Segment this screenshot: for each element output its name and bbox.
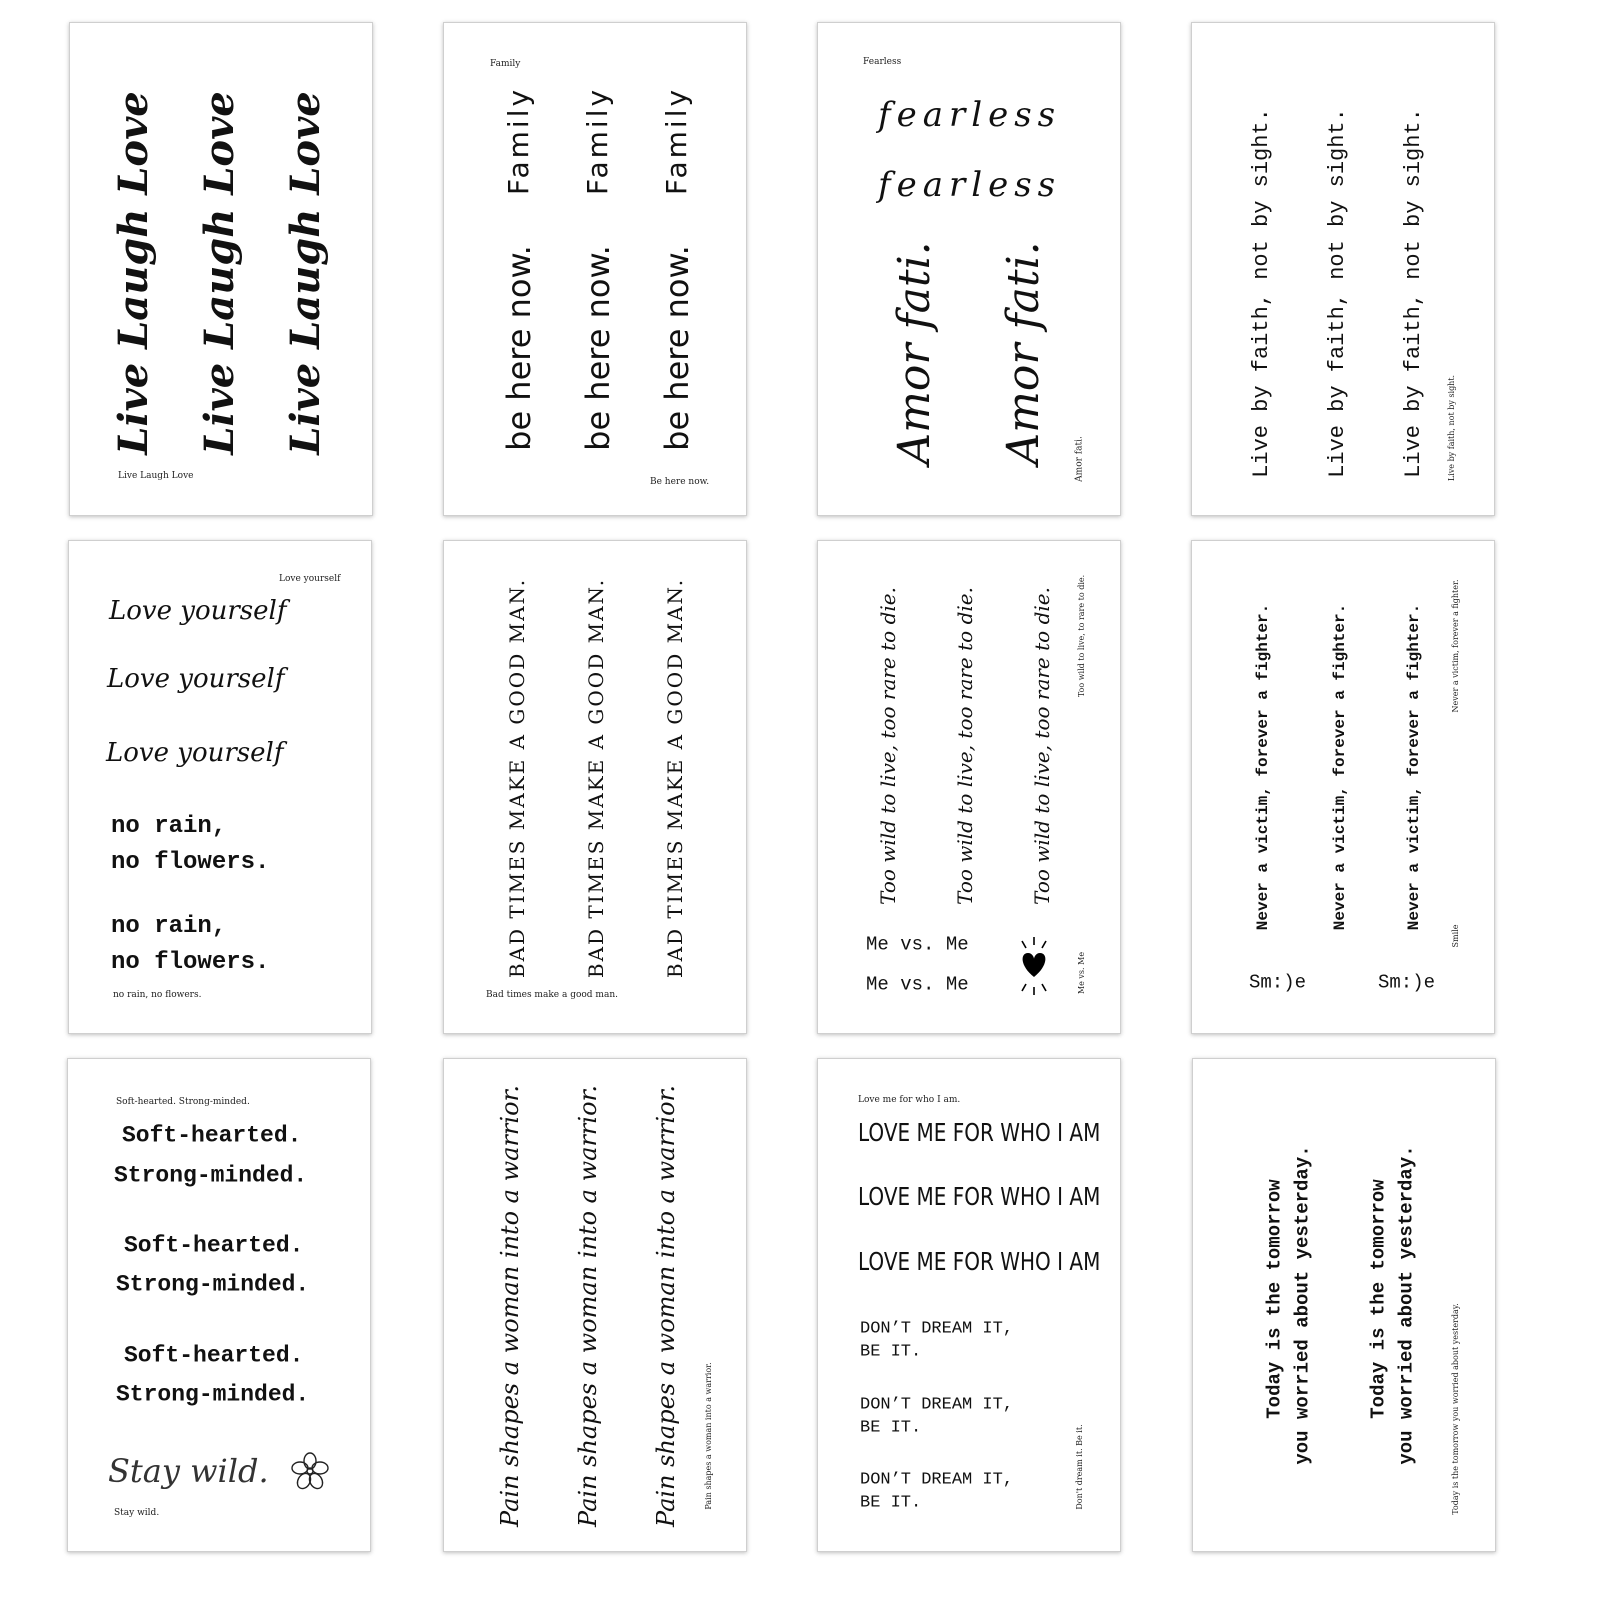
tattoo-line: DON’T DREAM IT, [860, 1470, 1014, 1490]
tattoo-line: Sm:)e [1378, 971, 1436, 994]
card-side-caption: Don't dream it. Be it. [1075, 1424, 1084, 1510]
card-fearless [817, 22, 1121, 516]
tattoo-line: LOVE ME FOR WHO I AM [858, 1181, 1101, 1211]
card-be-here-now [443, 22, 747, 516]
card-caption: Soft-hearted. Strong-minded. [116, 1097, 250, 1107]
tattoo-word: Love yourself [106, 738, 284, 768]
card-love-yourself [68, 540, 372, 1034]
tattoo-line: Soft-hearted. [122, 1122, 302, 1149]
card-bottom-caption: no rain, no flowers. [113, 990, 202, 1000]
card-bad-times [443, 540, 747, 1034]
tattoo-word: Family [581, 86, 614, 196]
tattoo-line: Too wild to live, too rare to die. [1030, 587, 1054, 905]
tattoo-line: BAD TIMES MAKE A GOOD MAN. [584, 577, 608, 979]
tattoo-phrase: Amor fati. [998, 241, 1049, 465]
tattoo-line: Live by faith, not by sight. [1401, 108, 1426, 478]
tattoo-line: Me vs. Me [866, 933, 969, 956]
tattoo-line: no rain, [111, 913, 227, 940]
card-side-caption-2: Me vs. Me [1077, 951, 1086, 995]
tattoo-line: Today is the tomorrow [1263, 1179, 1286, 1419]
tattoo-line: LOVE ME FOR WHO I AM [858, 1117, 1101, 1147]
tattoo-line: BE IT. [860, 1493, 922, 1513]
tattoo-line: Strong-minded. [116, 1271, 310, 1298]
tattoo-line: Strong-minded. [114, 1162, 308, 1189]
card-today-is-the-tomorrow [1192, 1058, 1496, 1552]
card-caption: Fearless [863, 57, 902, 67]
card-side-caption: Amor fati. [1074, 436, 1085, 482]
tattoo-word: Family [660, 86, 693, 196]
tattoo-line: Me vs. Me [866, 973, 969, 996]
tattoo-word: fearless [878, 95, 1062, 135]
tattoo-line: DON’T DREAM IT, [860, 1319, 1014, 1339]
tattoo-word: Family [502, 86, 535, 196]
card-side-caption: Too wild to live, to rare to die. [1077, 574, 1086, 698]
tattoo-line: no flowers. [111, 949, 270, 976]
tattoo-line: BAD TIMES MAKE A GOOD MAN. [663, 577, 687, 979]
tattoo-line: Live Laugh Love [196, 91, 243, 455]
tattoo-line: Pain shapes a woman into a warrior. [652, 1085, 680, 1527]
tattoo-line: Pain shapes a woman into a warrior. [574, 1085, 602, 1527]
tattoo-line: Soft-hearted. [124, 1342, 304, 1369]
card-side-caption: Live by faith, not by sight. [1447, 374, 1456, 482]
tattoo-line: Today is the tomorrow [1367, 1179, 1390, 1419]
tattoo-line: Live by faith, not by sight. [1249, 108, 1274, 478]
card-side-caption: Never a victim, forever a fighter. [1451, 579, 1460, 713]
tattoo-line: Too wild to live, too rare to die. [876, 587, 900, 905]
tattoo-line: DON’T DREAM IT, [860, 1395, 1014, 1415]
tattoo-line: Never a victim, forever a fighter. [1254, 603, 1272, 931]
card-never-a-victim [1191, 540, 1495, 1034]
tattoo-line: Sm:)e [1249, 971, 1307, 994]
tattoo-line: BAD TIMES MAKE A GOOD MAN. [505, 577, 529, 979]
card-pain-shapes [443, 1058, 747, 1552]
tattoo-line: no flowers. [111, 849, 270, 876]
tattoo-phrase: Amor fati. [889, 241, 940, 465]
tattoo-line: Strong-minded. [116, 1381, 310, 1408]
card-caption: Live Laugh Love [118, 471, 194, 481]
card-side-caption: Today is the tomorrow you worried about yesterday. [1451, 1303, 1460, 1515]
tattoo-word: Love yourself [109, 596, 287, 626]
tattoo-word: fearless [878, 165, 1062, 205]
tattoo-line: no rain, [111, 813, 227, 840]
card-too-wild [817, 540, 1121, 1034]
card-live-laugh-love [69, 22, 373, 516]
tattoo-line: be here now. [500, 245, 538, 451]
card-love-me [817, 1058, 1121, 1552]
tattoo-line: BE IT. [860, 1342, 922, 1362]
card-bottom-caption: Stay wild. [114, 1508, 160, 1518]
tattoo-line: Never a victim, forever a fighter. [1331, 603, 1349, 931]
card-bottom-caption: Bad times make a good man. [486, 990, 618, 1000]
card-side-caption: Pain shapes a woman into a warrior. [704, 1362, 713, 1510]
tattoo-line: LOVE ME FOR WHO I AM [858, 1246, 1101, 1276]
tattoo-line: BE IT. [860, 1418, 922, 1438]
tattoo-line: Never a victim, forever a fighter. [1405, 603, 1423, 931]
card-bottom-caption: Be here now. [650, 477, 710, 487]
tattoo-line: you worried about yesterday. [1395, 1145, 1418, 1465]
tattoo-line: Live Laugh Love [110, 91, 157, 455]
card-side-caption-2: Smile [1451, 924, 1460, 948]
card-caption: Family [490, 59, 521, 69]
tattoo-line: you worried about yesterday. [1291, 1145, 1314, 1465]
heart-icon [1014, 933, 1054, 997]
tattoo-line: Pain shapes a woman into a warrior. [496, 1085, 524, 1527]
tattoo-line: Live by faith, not by sight. [1325, 108, 1350, 478]
tattoo-line: Stay wild. [108, 1452, 269, 1490]
tattoo-line: Too wild to live, too rare to die. [953, 587, 977, 905]
tattoo-line: Live Laugh Love [282, 91, 329, 455]
card-soft-hearted [67, 1058, 371, 1552]
card-caption: Love me for who I am. [858, 1095, 961, 1105]
flower-icon [290, 1451, 330, 1491]
card-caption: Love yourself [279, 574, 341, 584]
tattoo-word: Love yourself [107, 664, 285, 694]
tattoo-line: be here now. [579, 245, 617, 451]
tattoo-line: Soft-hearted. [124, 1232, 304, 1259]
card-live-by-faith [1191, 22, 1495, 516]
tattoo-line: be here now. [658, 245, 696, 451]
